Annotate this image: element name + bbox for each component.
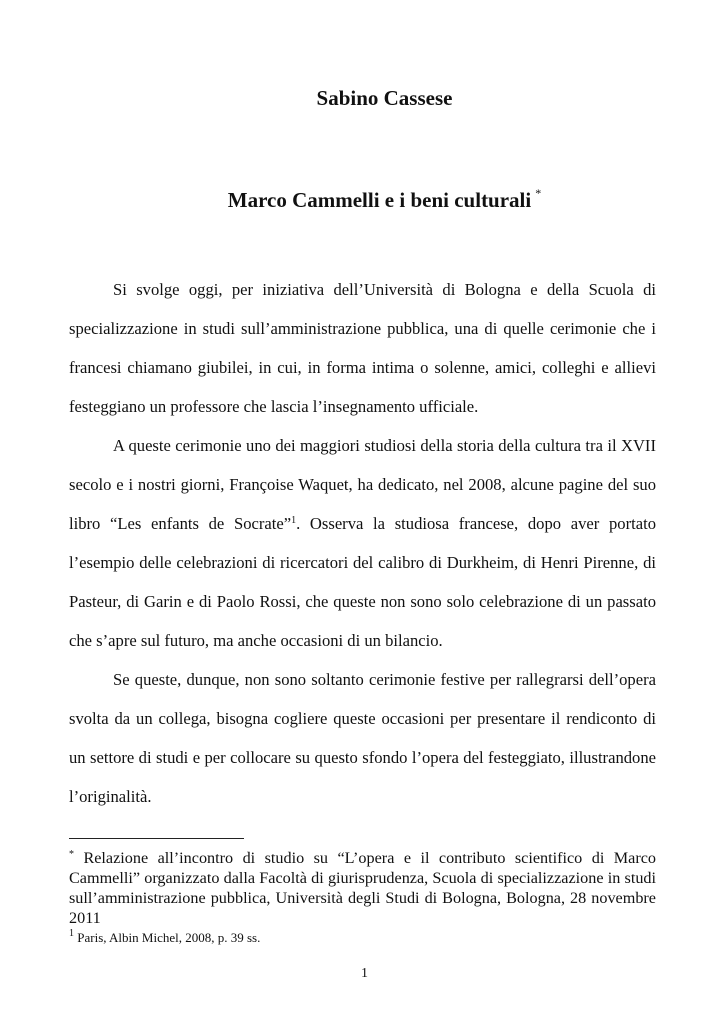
footnote-1-text: Paris, Albin Michel, 2008, p. 39 ss.: [77, 930, 261, 945]
paragraph-3: Se queste, dunque, non sono soltanto cerimonie festive per rallegrarsi dell’opera svolta da un collega, bisogna cogliere queste occasioni per presentare il rendiconto di un settore di studi e per collocare su questo sfondo l’opera del festeggiato, illustrandone l’originalità.: [69, 670, 656, 806]
footnote-divider: [69, 838, 244, 839]
footnotes: [69, 848, 656, 948]
footnote-1: [69, 928, 656, 948]
author-name: Sabino Cassese: [316, 86, 453, 110]
page-title: [0, 186, 725, 213]
footnote-star-marker: *: [69, 849, 74, 860]
footnote-star: [69, 848, 656, 928]
body-text: [69, 270, 656, 816]
paragraph-2-text-b: . Osserva la studiosa francese, dopo aver portato l’esempio delle celebrazioni di ricercatori del calibro di Durkheim, di Henri Pirenne, di Pasteur, di Garin e di Paolo Rossi, che queste non sono solo celebrazione di un passato che s’apre sul futuro, ma anche occasioni di un bilancio.: [69, 514, 656, 650]
paragraph-2-text-a: A queste cerimonie uno dei maggiori studiosi della storia della cultura tra il XVII secolo e i nostri giorni, Françoise Waquet, ha dedicato, nel 2008, alcune pagine del suo libro “Les enfants de Socrate”: [69, 436, 656, 533]
footnote-1-marker: 1: [69, 928, 74, 939]
title-text: Marco Cammelli e i beni culturali: [227, 188, 532, 212]
page-number: 1: [361, 966, 368, 981]
footnote-ref-1: 1: [291, 515, 297, 526]
title-footnote-marker: *: [535, 186, 542, 200]
footnote-star-text: Relazione all’incontro di studio su “L’opera e il contributo scientifico di Marco Cammelli” organizzato dalla Facoltà di giurisprudenza, Scuola di specializzazione in studi sull’amministrazione pubblica, Università degli Studi di Bologna, Bologna, 28 novembre 2011: [69, 849, 657, 927]
paragraph-2: [69, 426, 656, 660]
paragraph-1: Si svolge oggi, per iniziativa dell’Università di Bologna e della Scuola di specializzazione in studi sull’amministrazione pubblica, una di quelle cerimonie che i francesi chiamano giubilei, in cui, in forma intima o solenne, amici, colleghi e allievi festeggiano un professore che lascia l’insegnamento ufficiale.: [69, 280, 656, 416]
